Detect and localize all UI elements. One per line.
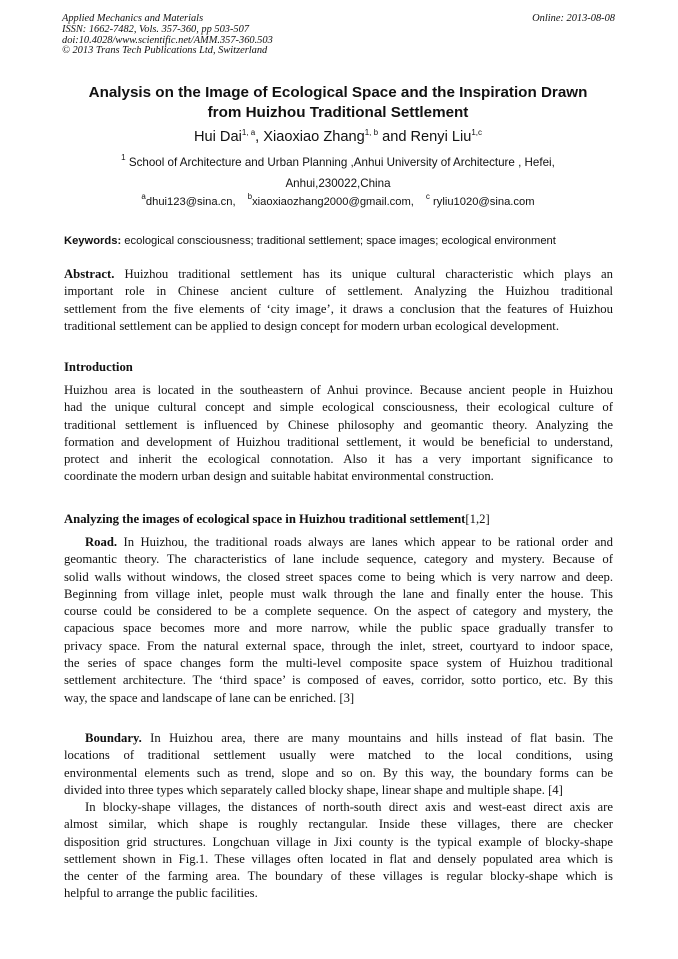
introduction-heading: Introduction	[64, 360, 133, 374]
title-line-1: Analysis on the Image of Ecological Space and the Inspiration Drawn	[88, 84, 588, 101]
road-line: capacious space becomes more and more narrow, while the public space gradually transfer to	[64, 621, 613, 636]
road-line: way, the space and landscape of lane can be enriched. [3]	[64, 690, 355, 705]
blocky-line: disposition grid structures. Longchuan village in Jixi county is the typical example of blocky-shape	[64, 834, 613, 849]
section-heading-text: Analyzing the images of ecological space in Huizhou traditional settlement	[64, 512, 466, 526]
journal-header	[62, 14, 273, 57]
intro-line: formation and development of Huizhou traditional settlement, it would be beneficial to understand,	[64, 434, 613, 449]
email-a[interactable]: dhui123@sina.cn,	[145, 196, 236, 208]
blocky-line: settlement shown in Fig.1. These villages often located in flat and densely populated area which is	[64, 851, 613, 866]
intro-line: had the unique cultural concept and simple ecological consciousness, their ecological culture of	[64, 400, 613, 415]
online-date: Online: 2013-08-08	[532, 13, 615, 24]
affiliation-line-1	[62, 152, 614, 173]
introduction-paragraph	[64, 382, 613, 486]
blocky-line: almost similar, which shape is roughly rectangular. Inside these villages, there are checker	[64, 817, 613, 832]
section-citation: [1,2]	[465, 512, 490, 526]
blocky-line: the center of the farming area. The boundary of these villages is regular blocky-shape which is	[64, 869, 613, 884]
boundary-paragraph	[64, 730, 613, 799]
email-b[interactable]: xiaoxiaozhang2000@gmail.com,	[252, 196, 414, 208]
keywords-text: ecological consciousness; traditional settlement; space images; ecological environment	[121, 235, 556, 247]
author-separator: and	[378, 129, 411, 145]
road-line: the series of space changes form the multi-level composite space system of Huizhou traditional	[64, 656, 613, 671]
intro-line: protect and inherit the ecological connotation. Also it has a very important significance to	[64, 452, 613, 467]
boundary-label: Boundary.	[85, 731, 142, 745]
author-1-affil: 1, a	[241, 128, 256, 137]
email-c-marker: c	[425, 192, 430, 201]
road-line: geomantic theory. The characteristics of lane include sequence, category and mystery. Because of	[64, 552, 613, 567]
affiliation-number: 1	[121, 153, 126, 162]
intro-line: coordinate the modern urban design and suitable habitat environmental construction.	[64, 469, 494, 484]
intro-line: Huizhou area is located in the southeastern of Anhui province. Because ancient people in Huizhou	[64, 383, 613, 397]
title-line-2: from Huizhou Traditional Settlement	[207, 104, 469, 121]
author-1-name: Hui Dai	[193, 129, 242, 145]
boundary-line: divided into three types which separately called blocky shape, linear shape and multiple shape. [4]	[64, 782, 563, 797]
keywords	[64, 233, 616, 249]
keywords-label: Keywords:	[64, 235, 122, 247]
abstract-line: Abstract. Huizhou traditional settlement has its unique cultural characteristic which plays an	[64, 267, 613, 281]
road-line: Beginning from village inlet, people must walk through the lane and finally enter the house. This	[64, 586, 613, 601]
road-label: Road.	[85, 535, 118, 549]
boundary-line: Boundary. In Huizhou area, there are many mountains and hills instead of flat basin. The	[85, 731, 613, 745]
abstract-line: settlement from the five elements of ‘city image’, it draws a conclusion that the features of Huizhou	[64, 301, 613, 316]
paper-title	[62, 83, 614, 123]
author-3-name: Renyi Liu	[410, 129, 472, 145]
email-a-marker: a	[141, 192, 146, 201]
abstract-label: Abstract.	[64, 267, 115, 281]
intro-line: traditional settlement is influenced by Chinese philosophy and geomantic theory. Analyzing the	[64, 417, 613, 432]
author-3-affil: 1,c	[471, 128, 483, 137]
email-c[interactable]: ryliu1020@sina.com	[429, 196, 535, 208]
abstract-line: traditional settlement can be applied to design concept for modern urban ecological development.	[64, 318, 559, 333]
road-line: settlement architecture. The ‘third space’ is composed of eaves, corridor, sotto portico, etc. By this	[64, 673, 613, 688]
issn-line: ISSN: 1662-7482, Vols. 357-360, pp 503-507	[62, 23, 250, 35]
road-line: Road. In Huizhou, the traditional roads always are lanes which appear to be rational order and	[85, 535, 613, 549]
road-line: solid walls without windows, the closed street spaces come to being which is very narrow and deep.	[64, 569, 613, 584]
boundary-line: environmental elements such as trend, slope and so on. By this way, the boundary forms can be	[64, 765, 613, 780]
abstract	[64, 266, 613, 335]
author-separator: ,	[255, 129, 264, 145]
road-line: course could be considered to be a complete sequence. On the aspect of category and mystery, the	[64, 604, 613, 619]
road-line: privacy space. From the natural external space, through the inlet, street, courtyard to indoor space,	[64, 638, 613, 653]
journal-name: Applied Mechanics and Materials	[62, 13, 204, 24]
doi-line: doi:10.4028/www.scientific.net/AMM.357-360.503	[62, 34, 273, 46]
boundary-line: locations of traditional settlement usually were matched to the local conditions, using	[64, 748, 613, 763]
blocky-line: In blocky-shape villages, the distances of north-south direct axis and west-east direct axis are	[85, 800, 613, 814]
author-2-name: Xiaoxiao Zhang	[263, 129, 365, 145]
author-2-affil: 1, b	[364, 128, 379, 137]
road-paragraph	[64, 534, 613, 707]
section-heading	[64, 511, 490, 528]
affiliation-text-1: School of Architecture and Urban Planning ,Anhui University of Architecture , Hefei,	[125, 156, 555, 169]
affiliation-line-2: Anhui,230022,China	[285, 177, 391, 190]
author-list	[62, 128, 614, 146]
copyright-line: © 2013 Trans Tech Publications Ltd, Switzerland	[62, 45, 268, 57]
email-b-marker: b	[247, 192, 253, 201]
blocky-line: helpful to arrange the public facilities.	[64, 886, 258, 901]
blocky-paragraph	[64, 799, 613, 903]
author-emails	[62, 193, 614, 211]
abstract-line: important role in Chinese ancient culture of settlement. Analyzing the Huizhou traditional	[64, 284, 613, 299]
affiliation	[62, 152, 614, 194]
